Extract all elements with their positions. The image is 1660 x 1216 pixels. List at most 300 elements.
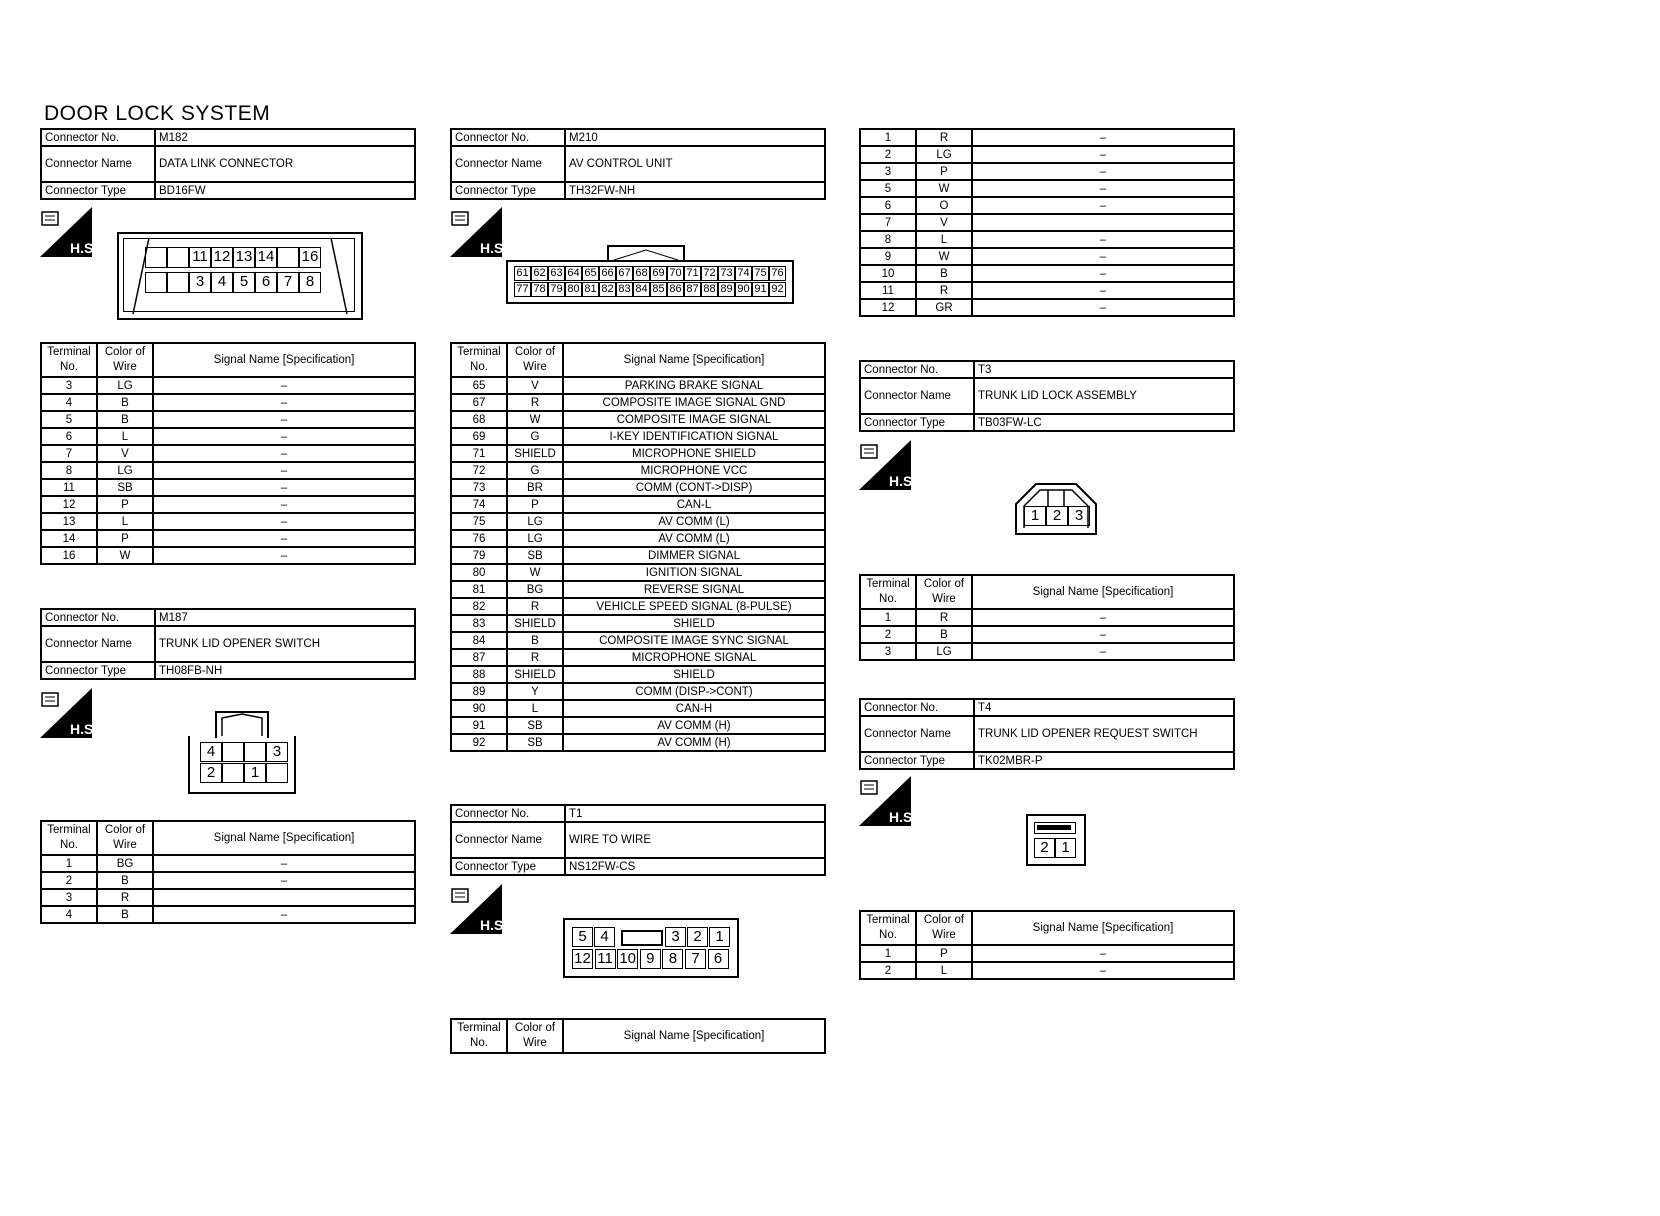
color-of-wire-header: Color of Wire bbox=[507, 343, 563, 377]
terminal-row bbox=[860, 962, 1234, 979]
wire-color-cell: R bbox=[507, 394, 563, 411]
terminal-row bbox=[451, 513, 825, 530]
connector-type-value: NS12FW-CS bbox=[565, 858, 825, 875]
terminal-no-cell: 1 bbox=[860, 129, 916, 146]
terminal-no-cell: 12 bbox=[860, 299, 916, 316]
signal-name-cell: – bbox=[153, 479, 415, 496]
terminal-row bbox=[451, 581, 825, 598]
signal-name-cell: – bbox=[153, 428, 415, 445]
connector-type-value: TB03FW-LC bbox=[974, 414, 1234, 431]
lock-tab bbox=[621, 930, 663, 946]
terminal-row bbox=[451, 700, 825, 717]
signal-name-header: Signal Name [Specification] bbox=[563, 1019, 825, 1053]
terminal-no-header: Terminal No. bbox=[41, 821, 97, 855]
pin-89: 89 bbox=[718, 282, 735, 297]
terminal-no-cell: 92 bbox=[451, 734, 507, 751]
signal-name-cell: – bbox=[972, 265, 1234, 282]
color-of-wire-header: Color of Wire bbox=[97, 821, 153, 855]
wire-color-cell: L bbox=[916, 962, 972, 979]
wire-color-cell: W bbox=[507, 411, 563, 428]
wire-color-cell: R bbox=[916, 609, 972, 626]
terminal-row bbox=[41, 411, 415, 428]
connector-no-value: T1 bbox=[565, 805, 825, 822]
terminal-row bbox=[451, 462, 825, 479]
terminal-no-cell: 7 bbox=[41, 445, 97, 462]
pin-75: 75 bbox=[752, 266, 769, 281]
page-title: DOOR LOCK SYSTEM bbox=[44, 102, 271, 125]
terminal-row bbox=[41, 513, 415, 530]
pin-12: 12 bbox=[211, 247, 233, 268]
pin-63: 63 bbox=[548, 266, 565, 281]
signal-name-cell: MICROPHONE VCC bbox=[563, 462, 825, 479]
signal-name-cell: – bbox=[153, 513, 415, 530]
terminal-no-cell: 82 bbox=[451, 598, 507, 615]
hs-badge-text: H.S. bbox=[889, 809, 917, 825]
terminal-no-cell: 65 bbox=[451, 377, 507, 394]
terminal-row bbox=[41, 462, 415, 479]
terminal-row bbox=[860, 643, 1234, 660]
terminal-no-cell: 7 bbox=[860, 214, 916, 231]
wire-color-cell: SHIELD bbox=[507, 445, 563, 462]
signal-name-cell bbox=[972, 214, 1234, 231]
wire-color-cell: SB bbox=[507, 734, 563, 751]
harness-side-icon bbox=[40, 207, 98, 257]
terminal-row bbox=[451, 717, 825, 734]
wire-color-cell: SB bbox=[507, 717, 563, 734]
pin-6: 6 bbox=[255, 272, 277, 293]
terminal-no-cell: 90 bbox=[451, 700, 507, 717]
terminal-table-m210 bbox=[450, 342, 826, 752]
pin-77: 77 bbox=[514, 282, 531, 297]
terminal-row bbox=[451, 598, 825, 615]
pin-91: 91 bbox=[752, 282, 769, 297]
connector-face-t1 bbox=[563, 918, 739, 978]
terminal-no-cell: 6 bbox=[41, 428, 97, 445]
pin-82: 82 bbox=[599, 282, 616, 297]
pin-blank bbox=[222, 742, 244, 762]
pin-3: 3 bbox=[189, 272, 211, 293]
terminal-no-header: Terminal No. bbox=[41, 343, 97, 377]
wire-color-cell: B bbox=[97, 411, 153, 428]
hs-badge-text: H.S. bbox=[70, 721, 98, 737]
terminal-row bbox=[451, 564, 825, 581]
connector-no-value: M210 bbox=[565, 129, 825, 146]
terminal-row bbox=[860, 180, 1234, 197]
connector-name-value: DATA LINK CONNECTOR bbox=[155, 146, 415, 182]
connector-name-label: Connector Name bbox=[41, 146, 155, 182]
pin-blank bbox=[222, 763, 244, 783]
signal-name-cell: – bbox=[153, 496, 415, 513]
pin-66: 66 bbox=[599, 266, 616, 281]
terminal-row bbox=[451, 632, 825, 649]
connector-info-t3 bbox=[859, 360, 1235, 432]
pin-11: 11 bbox=[189, 247, 211, 268]
terminal-no-cell: 8 bbox=[41, 462, 97, 479]
terminal-row bbox=[41, 445, 415, 462]
terminal-no-cell: 3 bbox=[860, 163, 916, 180]
terminal-no-cell: 72 bbox=[451, 462, 507, 479]
terminal-row bbox=[41, 377, 415, 394]
signal-name-cell: I-KEY IDENTIFICATION SIGNAL bbox=[563, 428, 825, 445]
wire-color-cell: R bbox=[507, 598, 563, 615]
wire-color-cell: G bbox=[507, 428, 563, 445]
connector-name-value: AV CONTROL UNIT bbox=[565, 146, 825, 182]
terminal-no-cell: 2 bbox=[860, 146, 916, 163]
wire-color-cell: V bbox=[507, 377, 563, 394]
wire-color-cell: SHIELD bbox=[507, 615, 563, 632]
terminal-row bbox=[451, 547, 825, 564]
pin-4: 4 bbox=[200, 742, 222, 762]
terminal-no-cell: 74 bbox=[451, 496, 507, 513]
terminal-no-cell: 80 bbox=[451, 564, 507, 581]
signal-name-cell: – bbox=[153, 547, 415, 564]
pin-68: 68 bbox=[633, 266, 650, 281]
terminal-row bbox=[451, 530, 825, 547]
terminal-no-cell: 2 bbox=[860, 626, 916, 643]
terminal-no-cell: 1 bbox=[860, 609, 916, 626]
connector-no-value: M182 bbox=[155, 129, 415, 146]
connector-type-value: TH32FW-NH bbox=[565, 182, 825, 199]
terminal-row bbox=[860, 248, 1234, 265]
wire-color-cell: W bbox=[507, 564, 563, 581]
pin-67: 67 bbox=[616, 266, 633, 281]
signal-name-cell: – bbox=[972, 180, 1234, 197]
terminal-row bbox=[41, 872, 415, 889]
terminal-row bbox=[41, 479, 415, 496]
wire-color-cell: SB bbox=[97, 479, 153, 496]
connector-name-label: Connector Name bbox=[860, 716, 974, 752]
signal-name-cell: MICROPHONE SIGNAL bbox=[563, 649, 825, 666]
terminal-no-cell: 71 bbox=[451, 445, 507, 462]
pin-2: 2 bbox=[200, 763, 222, 783]
terminal-no-cell: 79 bbox=[451, 547, 507, 564]
terminal-row bbox=[451, 683, 825, 700]
wire-color-cell: V bbox=[97, 445, 153, 462]
signal-name-header: Signal Name [Specification] bbox=[563, 343, 825, 377]
pin-3: 3 bbox=[266, 742, 288, 762]
color-of-wire-header: Color of Wire bbox=[507, 1019, 563, 1053]
wire-color-cell: LG bbox=[916, 643, 972, 660]
terminal-row bbox=[451, 615, 825, 632]
signal-name-cell: – bbox=[972, 609, 1234, 626]
wire-color-cell: P bbox=[97, 530, 153, 547]
signal-name-cell: AV COMM (H) bbox=[563, 717, 825, 734]
connector-info-t4 bbox=[859, 698, 1235, 770]
pin-87: 87 bbox=[684, 282, 701, 297]
pin-76: 76 bbox=[769, 266, 786, 281]
terminal-table-t3 bbox=[859, 574, 1235, 661]
connector-type-label: Connector Type bbox=[41, 182, 155, 199]
signal-name-cell: – bbox=[972, 626, 1234, 643]
connector-no-value: M187 bbox=[155, 609, 415, 626]
terminal-no-header: Terminal No. bbox=[451, 1019, 507, 1053]
wire-color-cell: B bbox=[916, 626, 972, 643]
wire-color-cell: SHIELD bbox=[507, 666, 563, 683]
terminal-table-m182 bbox=[40, 342, 416, 565]
pin-1: 1 bbox=[1055, 838, 1076, 858]
pin-3: 3 bbox=[1068, 506, 1090, 526]
terminal-no-cell: 87 bbox=[451, 649, 507, 666]
hs-badge-text: H.S. bbox=[889, 473, 917, 489]
connector-name-label: Connector Name bbox=[860, 378, 974, 414]
wire-color-cell: B bbox=[507, 632, 563, 649]
pin-61: 61 bbox=[514, 266, 531, 281]
wire-color-cell: L bbox=[97, 513, 153, 530]
wire-color-cell: BG bbox=[507, 581, 563, 598]
terminal-row bbox=[41, 394, 415, 411]
terminal-row bbox=[860, 163, 1234, 180]
signal-name-cell: REVERSE SIGNAL bbox=[563, 581, 825, 598]
terminal-no-header: Terminal No. bbox=[860, 911, 916, 945]
terminal-no-cell: 13 bbox=[41, 513, 97, 530]
terminal-no-cell: 4 bbox=[41, 906, 97, 923]
pin-4: 4 bbox=[594, 927, 615, 947]
pin-5: 5 bbox=[233, 272, 255, 293]
terminal-no-header: Terminal No. bbox=[860, 575, 916, 609]
pin-90: 90 bbox=[735, 282, 752, 297]
signal-name-cell: – bbox=[972, 129, 1234, 146]
connector-type-label: Connector Type bbox=[451, 858, 565, 875]
connector-info-t1 bbox=[450, 804, 826, 876]
signal-name-cell: – bbox=[972, 962, 1234, 979]
wire-color-cell: LG bbox=[507, 530, 563, 547]
pin-1: 1 bbox=[1024, 506, 1046, 526]
terminal-no-cell: 12 bbox=[41, 496, 97, 513]
pin-16: 16 bbox=[299, 247, 321, 268]
terminal-row bbox=[451, 445, 825, 462]
wire-color-cell: SB bbox=[507, 547, 563, 564]
connector-no-label: Connector No. bbox=[860, 361, 974, 378]
terminal-row bbox=[860, 265, 1234, 282]
wire-color-cell: B bbox=[916, 265, 972, 282]
pin-2: 2 bbox=[687, 927, 708, 947]
signal-name-cell: VEHICLE SPEED SIGNAL (8-PULSE) bbox=[563, 598, 825, 615]
pin-blank bbox=[277, 247, 299, 268]
pin-84: 84 bbox=[633, 282, 650, 297]
terminal-no-cell: 5 bbox=[41, 411, 97, 428]
terminal-no-cell: 67 bbox=[451, 394, 507, 411]
terminal-table-m187 bbox=[40, 820, 416, 924]
connector-name-value: TRUNK LID OPENER REQUEST SWITCH bbox=[974, 716, 1234, 752]
wire-color-cell: W bbox=[916, 180, 972, 197]
terminal-no-cell: 84 bbox=[451, 632, 507, 649]
connector-type-label: Connector Type bbox=[41, 662, 155, 679]
terminal-no-cell: 75 bbox=[451, 513, 507, 530]
terminal-no-cell: 3 bbox=[41, 377, 97, 394]
signal-name-header: Signal Name [Specification] bbox=[972, 911, 1234, 945]
pin-62: 62 bbox=[531, 266, 548, 281]
terminal-no-header: Terminal No. bbox=[451, 343, 507, 377]
pin-9: 9 bbox=[640, 949, 661, 969]
signal-name-cell: – bbox=[972, 248, 1234, 265]
color-of-wire-header: Color of Wire bbox=[916, 911, 972, 945]
terminal-row bbox=[451, 666, 825, 683]
wire-color-cell: R bbox=[916, 129, 972, 146]
terminal-row bbox=[451, 649, 825, 666]
signal-name-cell: AV COMM (H) bbox=[563, 734, 825, 751]
terminal-no-cell: 10 bbox=[860, 265, 916, 282]
connector-face-m210 bbox=[506, 260, 794, 304]
wire-color-cell: LG bbox=[916, 146, 972, 163]
pin-4: 4 bbox=[211, 272, 233, 293]
signal-name-cell: AV COMM (L) bbox=[563, 513, 825, 530]
pin-2: 2 bbox=[1046, 506, 1068, 526]
terminal-row bbox=[41, 889, 415, 906]
wire-color-cell: P bbox=[916, 163, 972, 180]
signal-name-cell: CAN-H bbox=[563, 700, 825, 717]
color-of-wire-header: Color of Wire bbox=[97, 343, 153, 377]
terminal-row bbox=[860, 146, 1234, 163]
pin-blank bbox=[167, 272, 189, 293]
pin-12: 12 bbox=[572, 949, 593, 969]
connector-name-label: Connector Name bbox=[41, 626, 155, 662]
wire-color-cell: G bbox=[507, 462, 563, 479]
terminal-row bbox=[41, 906, 415, 923]
terminal-row bbox=[860, 609, 1234, 626]
pin-10: 10 bbox=[617, 949, 638, 969]
signal-name-cell: – bbox=[153, 872, 415, 889]
wire-color-cell: P bbox=[916, 945, 972, 962]
terminal-row bbox=[860, 945, 1234, 962]
terminal-row bbox=[451, 394, 825, 411]
wire-color-cell: L bbox=[507, 700, 563, 717]
terminal-no-cell: 81 bbox=[451, 581, 507, 598]
terminal-table-t1-header bbox=[450, 1018, 826, 1054]
signal-name-cell: AV COMM (L) bbox=[563, 530, 825, 547]
terminal-no-cell: 2 bbox=[41, 872, 97, 889]
terminal-no-cell: 1 bbox=[41, 855, 97, 872]
signal-name-cell: – bbox=[153, 906, 415, 923]
pin-65: 65 bbox=[582, 266, 599, 281]
signal-name-cell: – bbox=[972, 643, 1234, 660]
pin-7: 7 bbox=[685, 949, 706, 969]
pin-1: 1 bbox=[709, 927, 730, 947]
signal-name-cell: – bbox=[153, 462, 415, 479]
signal-name-cell: – bbox=[972, 945, 1234, 962]
pin-64: 64 bbox=[565, 266, 582, 281]
pin-83: 83 bbox=[616, 282, 633, 297]
harness-side-icon bbox=[859, 776, 917, 826]
connector-type-value: TH08FB-NH bbox=[155, 662, 415, 679]
connector-name-label: Connector Name bbox=[451, 146, 565, 182]
connector-type-label: Connector Type bbox=[860, 752, 974, 769]
signal-name-cell: DIMMER SIGNAL bbox=[563, 547, 825, 564]
signal-name-cell: SHIELD bbox=[563, 666, 825, 683]
pin-79: 79 bbox=[548, 282, 565, 297]
connector-face-m187 bbox=[188, 736, 296, 794]
pin-blank bbox=[145, 272, 167, 293]
terminal-no-cell: 14 bbox=[41, 530, 97, 547]
harness-side-icon bbox=[450, 884, 508, 934]
terminal-no-cell: 4 bbox=[41, 394, 97, 411]
pin-5: 5 bbox=[572, 927, 593, 947]
terminal-no-cell: 91 bbox=[451, 717, 507, 734]
pin-70: 70 bbox=[667, 266, 684, 281]
pin-blank bbox=[167, 247, 189, 268]
connector-name-value: TRUNK LID LOCK ASSEMBLY bbox=[974, 378, 1234, 414]
terminal-row bbox=[41, 496, 415, 513]
signal-name-cell: COMPOSITE IMAGE SYNC SIGNAL bbox=[563, 632, 825, 649]
terminal-no-cell: 69 bbox=[451, 428, 507, 445]
wire-color-cell: GR bbox=[916, 299, 972, 316]
terminal-no-cell: 5 bbox=[860, 180, 916, 197]
terminal-no-cell: 9 bbox=[860, 248, 916, 265]
connector-type-value: TK02MBR-P bbox=[974, 752, 1234, 769]
terminal-row bbox=[860, 282, 1234, 299]
signal-name-header: Signal Name [Specification] bbox=[153, 821, 415, 855]
terminal-no-cell: 11 bbox=[860, 282, 916, 299]
signal-name-cell: – bbox=[972, 231, 1234, 248]
connector-face-t3 bbox=[1014, 482, 1098, 536]
signal-name-header: Signal Name [Specification] bbox=[153, 343, 415, 377]
wire-color-cell: LG bbox=[507, 513, 563, 530]
terminal-row bbox=[860, 129, 1234, 146]
hs-badge-text: H.S. bbox=[480, 917, 508, 933]
wire-color-cell: R bbox=[97, 889, 153, 906]
pin-85: 85 bbox=[650, 282, 667, 297]
connector-name-value: WIRE TO WIRE bbox=[565, 822, 825, 858]
pin-blank bbox=[244, 742, 266, 762]
wire-color-cell: P bbox=[97, 496, 153, 513]
terminal-row bbox=[860, 299, 1234, 316]
terminal-row bbox=[451, 734, 825, 751]
connector-info-m182 bbox=[40, 128, 416, 200]
wire-color-cell: BR bbox=[507, 479, 563, 496]
wire-color-cell: BG bbox=[97, 855, 153, 872]
wire-color-cell: R bbox=[916, 282, 972, 299]
pin-81: 81 bbox=[582, 282, 599, 297]
hs-badge-text: H.S. bbox=[480, 240, 508, 256]
terminal-row bbox=[41, 855, 415, 872]
terminal-row bbox=[860, 214, 1234, 231]
pin-7: 7 bbox=[277, 272, 299, 293]
terminal-row bbox=[860, 231, 1234, 248]
pin-6: 6 bbox=[708, 949, 729, 969]
hs-badge-text: H.S. bbox=[70, 240, 98, 256]
connector-name-value: TRUNK LID OPENER SWITCH bbox=[155, 626, 415, 662]
harness-side-icon bbox=[450, 207, 508, 257]
wire-color-cell: L bbox=[97, 428, 153, 445]
terminal-row bbox=[860, 626, 1234, 643]
terminal-no-cell: 73 bbox=[451, 479, 507, 496]
signal-name-cell: – bbox=[153, 411, 415, 428]
terminal-row bbox=[451, 377, 825, 394]
terminal-no-cell: 6 bbox=[860, 197, 916, 214]
terminal-no-cell: 3 bbox=[860, 643, 916, 660]
wire-color-cell: V bbox=[916, 214, 972, 231]
terminal-no-cell: 16 bbox=[41, 547, 97, 564]
terminal-row bbox=[451, 496, 825, 513]
connector-face-t4 bbox=[1026, 814, 1086, 866]
terminal-no-cell: 68 bbox=[451, 411, 507, 428]
pin-blank bbox=[145, 247, 167, 268]
terminal-no-cell: 11 bbox=[41, 479, 97, 496]
terminal-no-cell: 2 bbox=[860, 962, 916, 979]
pin-86: 86 bbox=[667, 282, 684, 297]
connector-info-m187 bbox=[40, 608, 416, 680]
connector-face-m182 bbox=[117, 232, 363, 320]
wire-color-cell: R bbox=[507, 649, 563, 666]
signal-name-cell: – bbox=[153, 394, 415, 411]
wire-color-cell: LG bbox=[97, 462, 153, 479]
signal-name-cell: – bbox=[972, 163, 1234, 180]
signal-name-cell: COMPOSITE IMAGE SIGNAL GND bbox=[563, 394, 825, 411]
pin-11: 11 bbox=[595, 949, 616, 969]
connector-no-label: Connector No. bbox=[451, 805, 565, 822]
signal-name-cell: – bbox=[972, 197, 1234, 214]
connector-type-value: BD16FW bbox=[155, 182, 415, 199]
pin-88: 88 bbox=[701, 282, 718, 297]
